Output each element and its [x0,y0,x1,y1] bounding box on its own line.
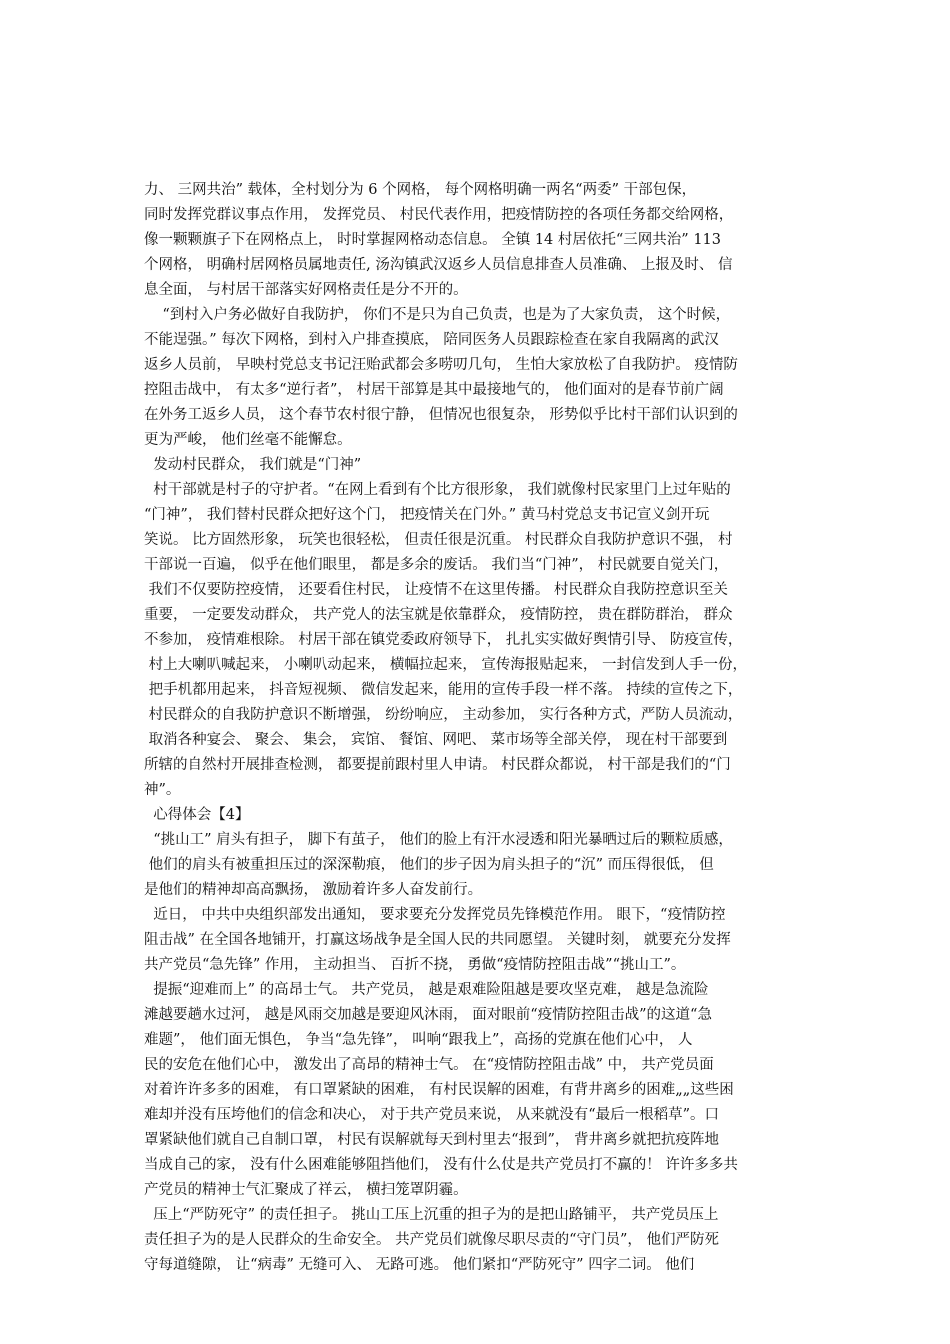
text-line: 产党员的精神士气汇聚成了祥云， 横扫笼罩阴霾。 [144,1182,468,1198]
text-line: 干部说一百遍， 似乎在他们眼里， 都是多余的废话。 我们当“门神”， 村民就要自觉关门， [144,557,729,573]
text-line: 他们的肩头有被重担压过的深深勒痕， 他们的步子因为肩头担子的“沉” 而压得很低， 但 [144,857,714,873]
text-line: 神”。 [144,782,181,798]
document-body [144,178,819,1278]
text-line: 近日， 中共中央组织部发出通知， 要求要充分发挥党员先锋模范作用。 眼下，“疫情防控 [144,907,726,923]
text-line: 返乡人员前， 早映村党总支书记汪贻武都会多唠叨几句， 生怕大家放松了自我防护。 疫情防 [144,357,738,373]
text-line: 笑说。 比方固然形象， 玩笑也很轻松， 但责任很是沉重。 村民群众自我防护意识不强， 村 [144,532,733,548]
text-line: 难题”， 他们面无惧色， 争当“急先锋”， 叫响“跟我上”，高扬的党旗在他们心中， 人 [144,1032,693,1048]
text-line: 滩越要趟水过河， 越是风雨交加越是要迎风沐雨， 面对眼前“疫情防控阻击战”的这道“急 [144,1007,712,1023]
text-line: 是他们的精神却高高飘扬， 激励着许多人奋发前行。 [144,882,483,898]
text-line: 重要， 一定要发动群众， 共产党人的法宝就是依靠群众， 疫情防控， 贵在群防群治， 群众 [144,607,733,623]
text-line: 不参加， 疫情难根除。 村居干部在镇党委政府领导下， 扎扎实实做好舆情引导、 防疫宣传， [144,632,743,648]
text-line: 控阻击战中， 有太多“逆行者”， 村居干部算是其中最接地气的， 他们面对的是春节前广阔 [144,382,724,398]
text-line: 共产党员“急先锋” 作用， 主动担当、 百折不挠， 勇做“疫情防控阻击战”“挑山工”。 [144,957,686,973]
text-line: “挑山工” 肩头有担子， 脚下有茧子， 他们的脸上有汗水浸透和阳光暴晒过后的颗粒质感， [144,832,733,848]
text-line: 力、 三网共治” 载体，全村划分为 6 个网格， 每个网格明确一两名“两委” 干部包保， [144,182,697,198]
text-line: 不能逞强。” 每次下网格，到村入户排查摸底， 陪同医务人员跟踪检查在家自我隔离的武汉 [144,332,719,348]
text-line: 心得体会【4】 [144,807,250,823]
text-line: 像一颗颗旗子下在网格点上， 时时掌握网格动态信息。 全镇 14 村居依托“三网共治” 113 [144,232,721,248]
text-line: 我们不仅要防控疫情， 还要看住村民， 让疫情不在这里传播。 村民群众自我防控意识至关 [144,582,728,598]
text-line: 同时发挥党群议事点作用， 发挥党员、 村民代表作用，把疫情防控的各项任务都交给网格， [144,207,734,223]
text-line: 个网格， 明确村居网格员属地责任, 汤沟镇武汉返乡人员信息排查人员准确、 上报及时、 信 [144,257,733,273]
text-line: 所辖的自然村开展排查检测， 都要提前跟村里人申请。 村民群众都说， 村干部是我们的“门 [144,757,731,773]
text-line: 阻击战” 在全国各地铺开，打赢这场战争是全国人民的共同愿望。 关键时刻， 就要充分发挥 [144,932,731,948]
text-line: 民的安危在他们心中， 激发出了高昂的精神士气。 在“疫情防控阻击战” 中， 共产党员面 [144,1057,714,1073]
text-line: “门神”， 我们替村民群众把好这个门， 把疫情关在门外。” 黄马村党总支书记宣义剑开玩 [144,507,710,523]
text-line: 提振“迎难而上” 的高昂士气。 共产党员， 越是艰难险阻越是要攻坚克难， 越是急流险 [144,982,709,998]
text-line: 村上大喇叭喊起来， 小喇叭动起来， 横幅拉起来， 宣传海报贴起来， 一封信发到人手一份， [144,657,748,673]
text-line: 责任担子为的是人民群众的生命安全。 共产党员们就像尽职尽责的“守门员”， 他们严防死 [144,1232,720,1248]
text-line: 当成自己的家， 没有什么困难能够阻挡他们， 没有什么仗是共产党员打不赢的！ 许许多多共 [144,1157,738,1173]
text-line: 息全面， 与村居干部落实好网格责任是分不开的。 [144,282,468,298]
text-line: 取消各种宴会、 聚会、 集会， 宾馆、 餐馆、网吧、 菜市场等全部关停， 现在村干部要到 [144,732,728,748]
text-line: 守每道缝隙， 让“病毒” 无缝可入、 无路可逃。 他们紧扣“严防死守” 四字二词。 他们 [144,1257,695,1273]
text-line: 在外务工返乡人员， 这个春节农村很宁静， 但情况也很复杂， 形势似乎比村干部们认识到的 [144,407,738,423]
text-line: 发动村民群众， 我们就是“门神” [144,457,362,473]
text-line: 村民群众的自我防护意识不断增强， 纷纷响应， 主动参加， 实行各种方式，严防人员流动， [144,707,743,723]
text-line: 难却并没有压垮他们的信念和决心， 对于共产党员来说， 从来就没有“最后一根稻草”。口 [144,1107,720,1123]
text-line: 把手机都用起来， 抖音短视频、 微信发起来，能用的宣传手段一样不落。 持续的宣传之下， [144,682,743,698]
text-line: 压上“严防死守” 的责任担子。 挑山工压上沉重的担子为的是把山路铺平， 共产党员压上 [144,1207,719,1223]
text-line: 村干部就是村子的守护者。“在网上看到有个比方很形象， 我们就像村民家里门上过年贴的 [144,482,731,498]
text-line: “到村入户务必做好自我防护， 你们不是只为自己负责，也是为了大家负责， 这个时候， [144,307,731,323]
text-line: 更为严峻， 他们丝毫不能懈怠。 [144,432,352,448]
text-line: 罩紧缺他们就自己自制口罩， 村民有误解就每天到村里去“报到”， 背井离乡就把抗疫阵地 [144,1132,720,1148]
text-line: 对着许许多多的困难， 有口罩紧缺的困难， 有村民误解的困难，有背井离乡的困难„„这些困 [144,1082,734,1098]
